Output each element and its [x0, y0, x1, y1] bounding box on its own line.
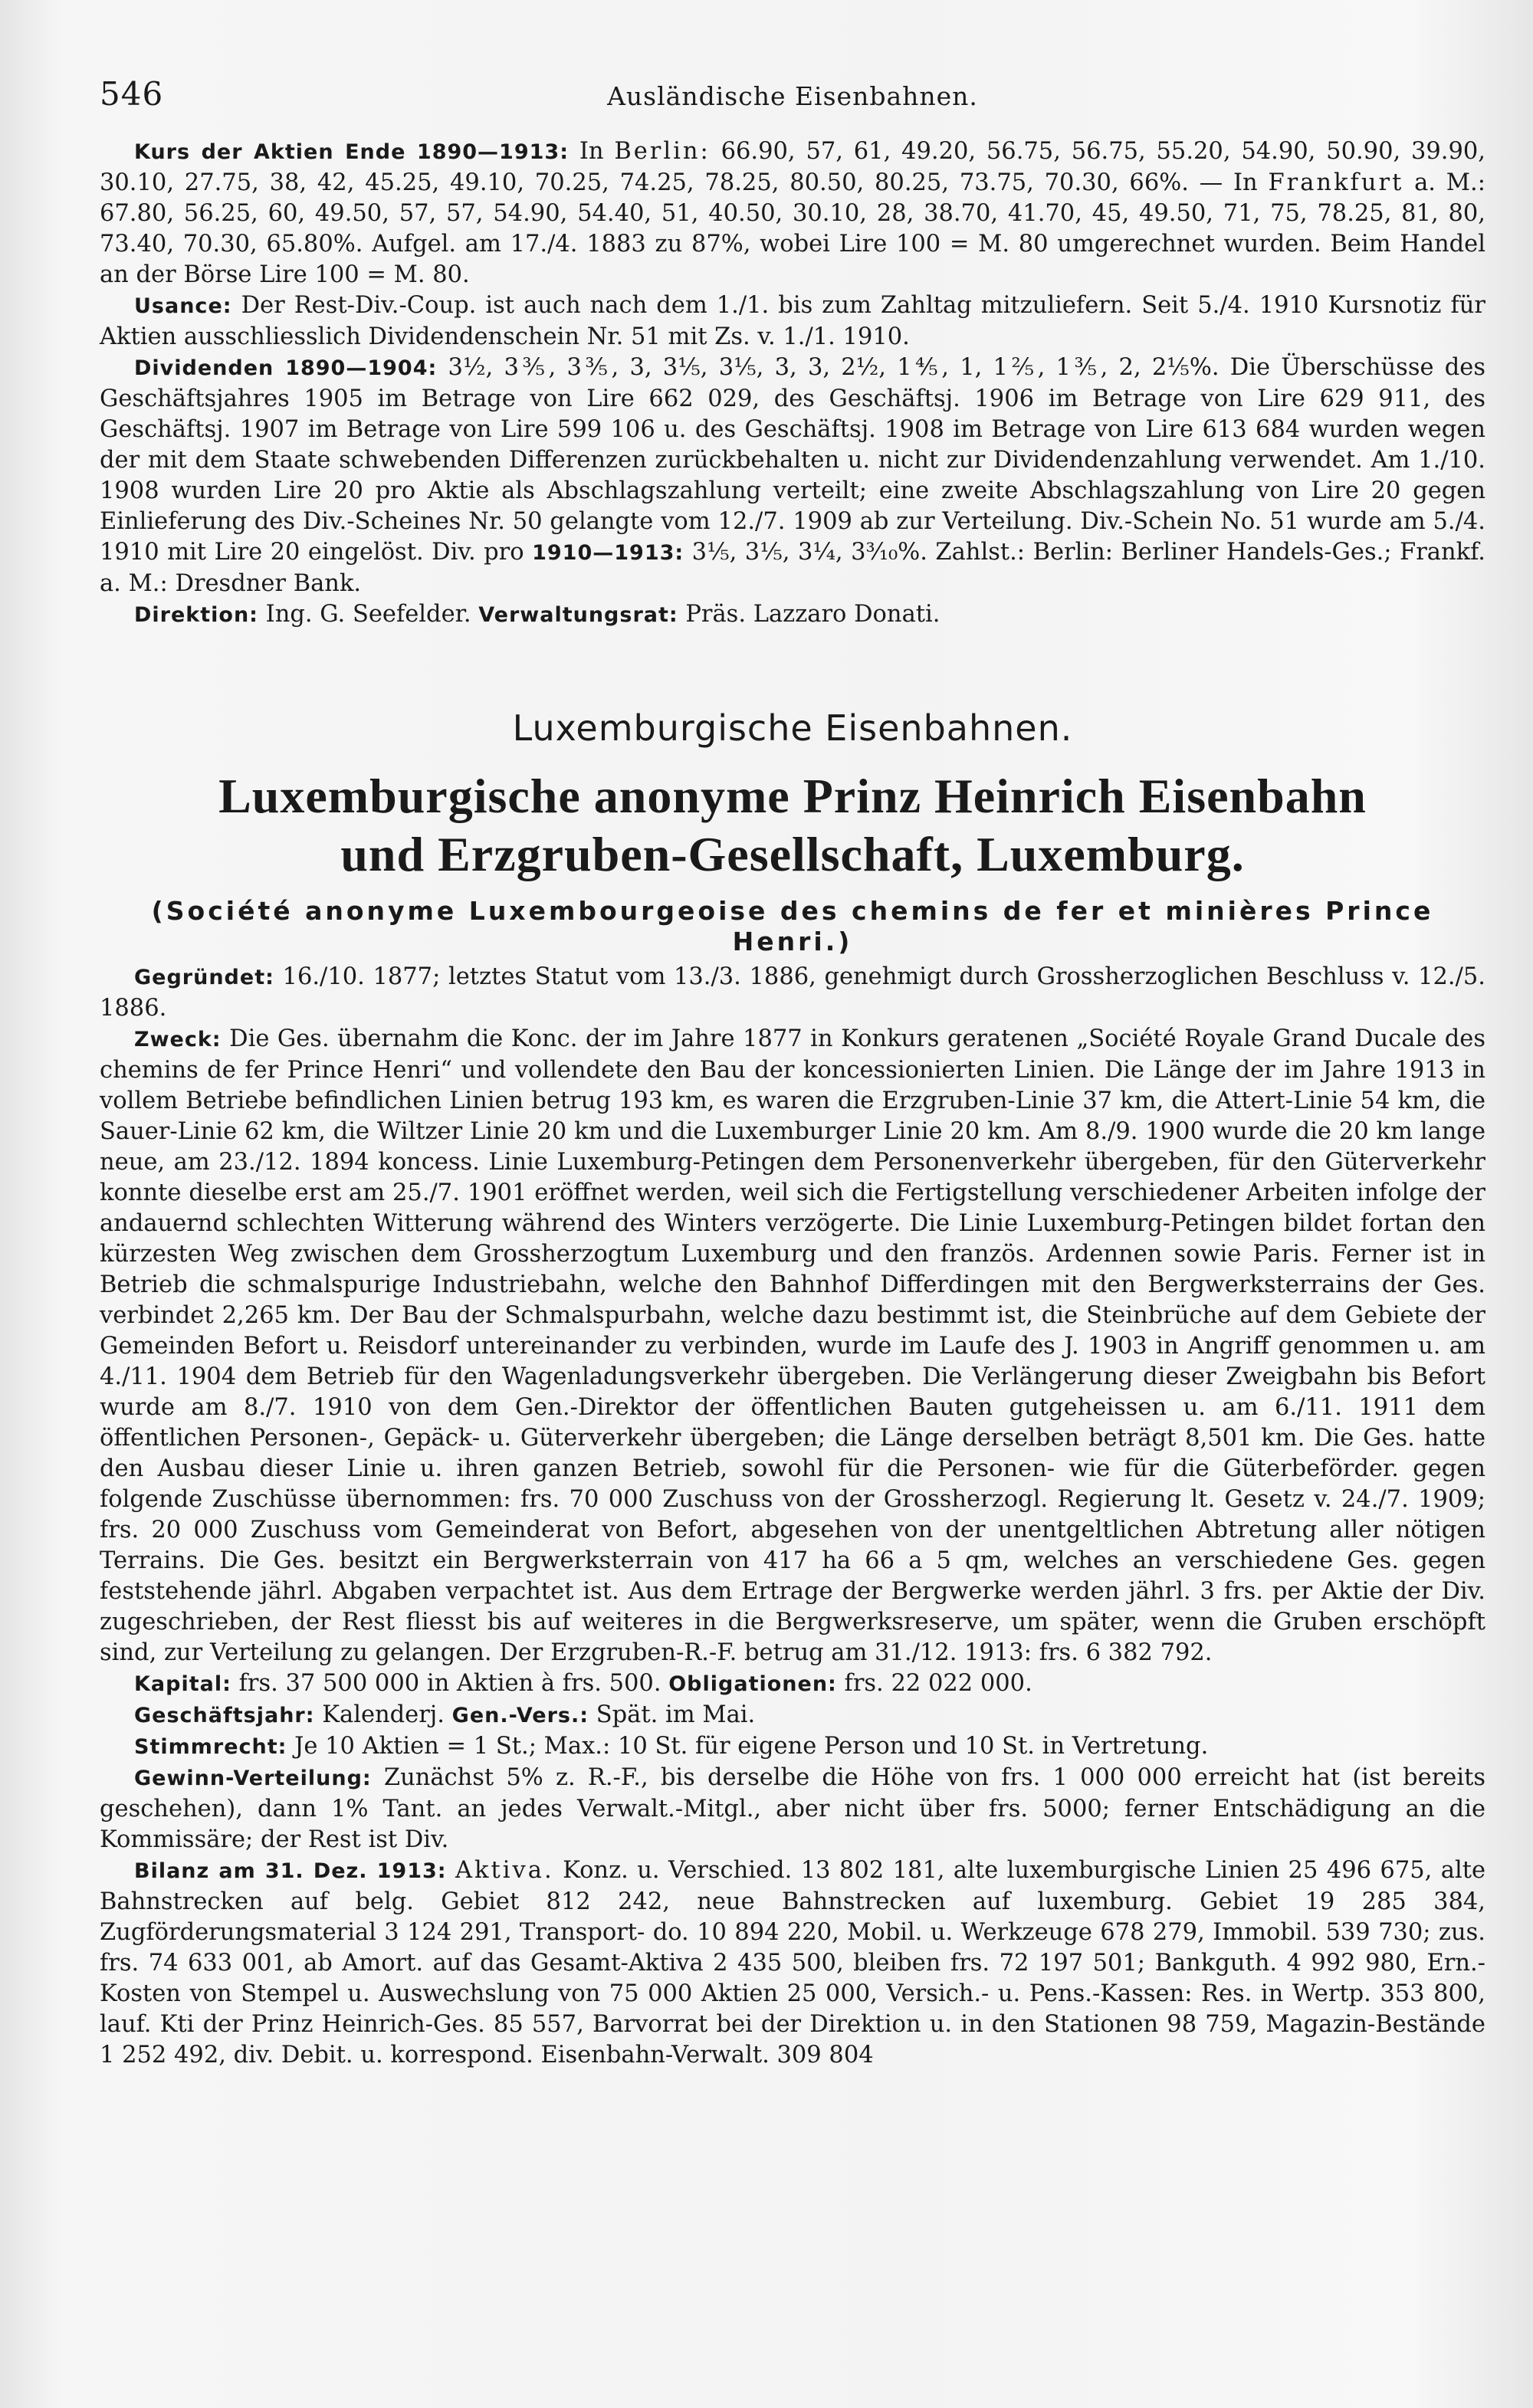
label-gegruendet: Gegründet: [134, 966, 274, 989]
label-obligationen: Obligationen: [668, 1672, 837, 1696]
label-gewinn-verteilung: Gewinn-Verteilung: [134, 1767, 372, 1790]
page-number: 546 [100, 75, 164, 113]
label-direktion: Direktion: [134, 603, 258, 627]
running-head: Ausländische Eisenbahnen. [607, 81, 978, 111]
label-bilanz: Bilanz am 31. Dez. 1913: [134, 1859, 447, 1883]
label-dividenden: Dividenden 1890—1904: [134, 356, 438, 380]
label-kapital: Kapital: [134, 1672, 231, 1696]
place-frankfurt: Frankfurt [1268, 169, 1404, 196]
purpose-paragraph: Zweck: Die Ges. übernahm die Konc. der im Jahre 1877 in Konkurs geratenen „Société Royale Grand Ducale des chemins de fer Prince Henri“ und vollendete den Bau der koncessionierten Linien. Die Länge der im Jahre 1913 in vollem Betriebe befindlichen Linien betrug 193 km, es waren die Erzgruben-Linie 37 km, die Attert-Linie 54 km, die Sauer-Linie 62 km, die Wiltzer Linie 20 km und die Luxemburger Linie 20 km. Am 8./9. 1900 wurde die 20 km lange neue, am 23./12. 1894 koncess. Linie Luxemburg-Petingen dem Personenverkehr übergeben, für den Güterverkehr konnte dieselbe erst am 25./7. 1901 eröffnet werden, weil sich die Fertigstellung verschiedener Arbeiten infolge der andauernd schlechten Witterung während des Winters verzögerte. Die Linie Luxemburg-Petingen bildet fortan den kürzesten Weg zwischen dem Grossherzogtum Luxemburg und den französ. Ardennen sowie Paris. Ferner ist in Betrieb die schmalspurige Industriebahn, welche den Bahnhof Differdingen mit den Bergwerksterrains der Ges. verbindet 2,265 km. Der Bau der Schmalspurbahn, welche dazu bestimmt ist, die Steinbrüche auf dem Gebiete der Gemeinden Befort u. Reisdorf untereinander zu verbinden, wurde im Laufe des J. 1903 in Angriff genommen u. am 4./11. 1904 dem Betrieb für den Wagenladungsverkehr übergeben. Die Verlängerung dieser Zweigbahn bis Befort wurde am 8./7. 1910 von dem Gen.-Direktor der öffentlichen Bauten gutgeheissen u. am 6./11. 1911 dem öffentlichen Personen-, Gepäck- u. Güterverkehr übergeben; die Länge derselben beträgt 8,501 km. Die Ges. hatte den Ausbau dieser Linie u. ihren ganzen Betrieb, sowohl für die Personen- wie für die Güterbeförder. gegen folgende Zuschüsse übernommen: frs. 70 000 Zuschuss von der Grossherzogl. Regierung lt. Gesetz v. 24./7. 1909; frs. 20 000 Zuschuss vom Gemeinderat von Befort, abgesehen von der unentgeltlichen Abtretung aller nötigen Terrains. Die Ges. besitzt ein Bergwerksterrain von 417 ha 66 a 5 qm, welches an verschiedene Ges. gegen feststehende jährl. Abgaben verpachtet ist. Aus dem Ertrage der Bergwerke werden jährl. 3 frs. per Aktie der Div. zugeschrieben, der Rest fliesst bis auf weiteres in die Bergwerksreserve, um später, wenn die Gruben erschöpft sind, zur Verteilung zu gelangen. Der Erzgruben-R.-F. betrug am 31./12. 1913: frs. 6 382 792. [100, 1025, 1485, 1666]
label-stimmrecht: Stimmrecht: [134, 1735, 287, 1759]
section-luxembourg [100, 707, 1485, 2071]
dividends-paragraph: Dividenden 1890—1904: 3½, 3⅗, 3⅗, 3, 3⅕, 3⅕, 3, 3, 2½, 1⅘, 1, 1⅖, 1⅗, 2, 2⅕%. Die Überschüsse des Geschäftsjahres 1905 im Betrage von Lire 662 029, des Geschäftsj. 1906 im Betrage von Lire 629 911, des Geschäftsj. 1907 im Betrage von Lire 599 106 u. des Geschäftsj. 1908 im Betrage von Lire 613 684 wurden wegen der mit dem Staate schwebenden Differenzen zurückbehalten u. nicht zur Dividendenzahlung verwendet. Am 1./10. 1908 wurden Lire 20 pro Aktie als Abschlagszahlung verteilt; eine zweite Abschlagszahlung von Lire 20 gegen Einlieferung des Div.-Scheines Nr. 50 gelangte vom 12./7. 1909 ab zur Verteilung. Div.-Schein No. 51 wurde am 5./4. 1910 mit Lire 20 eingelöst. Div. pro 1910—1913: 3⅕, 3⅕, 3¼, 3³⁄₁₀%. Zahlst.: Berlin: Berliner Handels-Ges.; Frankf. a. M.: Dresdner Bank. [100, 354, 1485, 597]
company-name: Luxemburgische anonyme Prinz Heinrich Eisenbahn und Erzgruben-Gesellschaft, Luxemburg. [218, 769, 1367, 881]
fiscal-year-paragraph: Geschäftsjahr: Kalenderj. Gen.-Vers.: Spät. im Mai. [134, 1701, 756, 1728]
company-french-name: (Société anonyme Luxembourgeoise des chemins de fer et minières Prince Henri.) [151, 896, 1434, 956]
place-berlin: Berlin: [614, 138, 711, 165]
section-prior-company [100, 136, 1485, 631]
label-gen-vers: Gen.-Vers.: [451, 1704, 589, 1727]
usance-paragraph: Usance: Der Rest-Div.-Coup. ist auch nach dem 1./1. bis zum Zahltag mitzuliefern. Seit 5./4. 1910 Kursnotiz für Aktien ausschliesslich Dividendenschein Nr. 51 mit Zs. v. 1./1. 1910. [100, 292, 1485, 350]
board-paragraph: Direktion: Ing. G. Seefelder. Verwaltungsrat: Präs. Lazzaro Donati. [134, 601, 940, 628]
balance-sheet-paragraph: Bilanz am 31. Dez. 1913: Aktiva. Konz. u. Verschied. 13 802 181, alte luxemburgische Linien 25 496 675, alte Bahnstrecken auf belg. Gebiet 812 242, neue Bahnstrecken auf luxemburg. Gebiet 19 285 384, Zugförderungsmaterial 3 124 291, Transport- do. 10 894 220, Mobil. u. Werkzeuge 678 279, Immobil. 539 730; zus. frs. 74 633 001, ab Amort. auf das Gesamt-Aktiva 2 435 500, bleiben frs. 72 197 501; Bankguth. 4 992 980, Ern.-Kosten von Stempel u. Auswechslung von 75 000 Aktien 25 000, Versich.- u. Pens.-Kassen: Res. in Wertp. 353 800, lauf. Kti der Prinz Heinrich-Ges. 85 557, Barvorrat bei der Direktion u. in den Stationen 98 759, Magazin-Bestände 1 252 492, div. Debit. u. korrespond. Eisenbahn-Verwalt. 309 804 [100, 1857, 1486, 2068]
capital-paragraph: Kapital: frs. 37 500 000 in Aktien à frs. 500. Obligationen: frs. 22 022 000. [134, 1670, 1032, 1697]
label-verwaltungsrat: Verwaltungsrat: [478, 603, 678, 627]
section-heading: Luxemburgische Eisenbahnen. [512, 707, 1073, 749]
share-price-paragraph: Kurs der Aktien Ende 1890—1913: In Berlin: 66.90, 57, 61, 49.20, 56.75, 56.75, 55.20, 54.90, 50.90, 39.90, 30.10, 27.75, 38, 42, 45.25, 49.10, 70.25, 74.25, 78.25, 80.50, 80.25, 73.75, 70.30, 66%. — In Frankfurt a. M.: 67.80, 56.25, 60, 49.50, 57, 57, 54.90, 54.40, 51, 40.50, 30.10, 28, 38.70, 41.70, 45, 49.50, 71, 75, 78.25, 81, 80, 73.40, 70.30, 65.80%. Aufgel. am 17./4. 1883 zu 87%, wobei Lire 100 = M. 80 umgerechnet wurden. Beim Handel an der Börse Lire 100 = M. 80. [100, 138, 1485, 288]
page-header [100, 61, 1485, 123]
label-kurs: Kurs der Aktien Ende 1890—1913: [134, 140, 570, 164]
profit-distribution-paragraph: Gewinn-Verteilung: Zunächst 5% z. R.-F., bis derselbe die Höhe von frs. 1 000 000 erreicht hat (ist bereits geschehen), dann 1% Tant. an jedes Verwalt.-Mitgl., aber nicht über frs. 5000; ferner Entschädigung an die Kommissäre; der Rest ist Div. [100, 1764, 1485, 1853]
dividend-years: 1910—1913: [532, 541, 684, 565]
voting-rights-paragraph: Stimmrecht: Je 10 Aktien = 1 St.; Max.: 10 St. für eigene Person und 10 St. in Vertretung. [134, 1733, 1209, 1760]
label-usance: Usance: [134, 294, 232, 318]
label-geschaeftsjahr: Geschäftsjahr: [134, 1704, 315, 1727]
label-zweck: Zweck: [134, 1028, 222, 1051]
founded-paragraph: Gegründet: 16./10. 1877; letztes Statut vom 13./3. 1886, genehmigt durch Grossherzoglichen Beschluss v. 12./5. 1886. [100, 963, 1485, 1022]
aktiva-label: Aktiva. [455, 1857, 554, 1884]
